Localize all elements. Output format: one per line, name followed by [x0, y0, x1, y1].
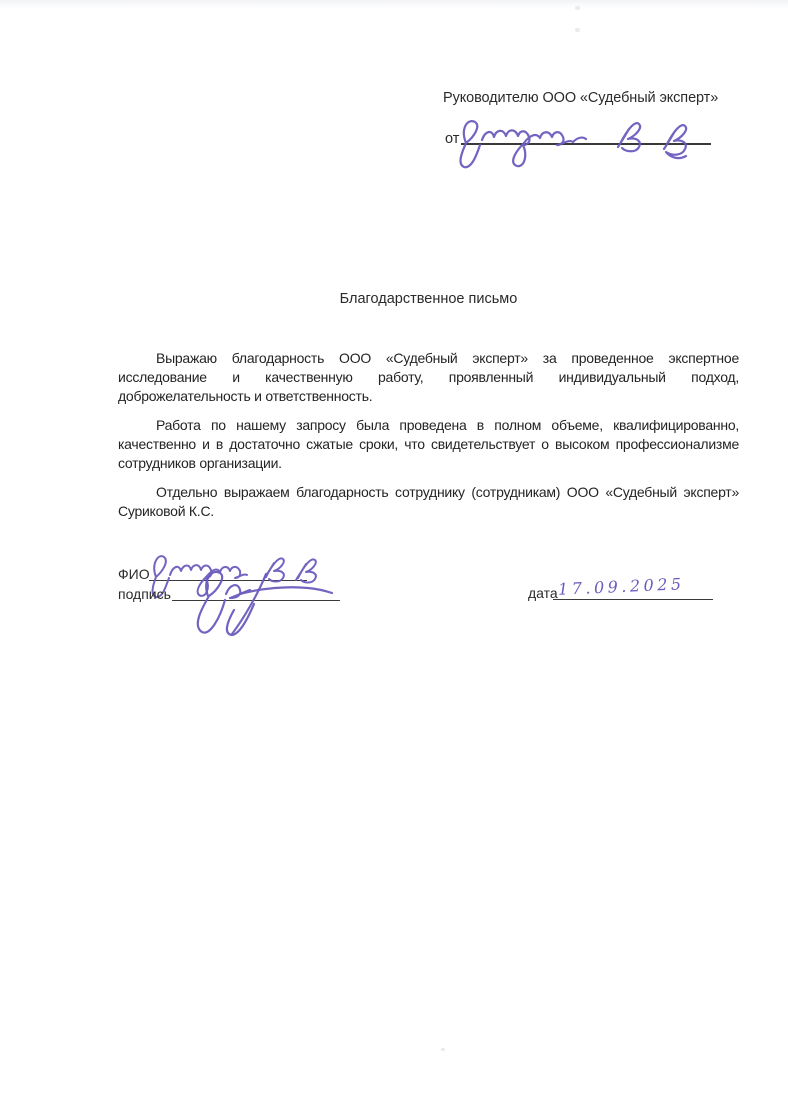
scan-edge-shade	[0, 0, 788, 8]
paragraph-work-quality: Работа по нашему запросу была проведена в полном объеме, квалифицированно, качественно и в достаточно сжатые сроки, что свидетельствует о высоком профессионализме сотрудников организации.	[118, 417, 739, 471]
letter-body	[118, 349, 739, 531]
recipient-line: Руководителю ООО «Судебный эксперт»	[443, 90, 719, 106]
handwritten-from-name	[452, 116, 714, 174]
scan-speck	[575, 6, 580, 10]
date-label: дата	[528, 585, 558, 601]
handwritten-date: 17.09.2025	[557, 574, 685, 599]
document-title: Благодарственное письмо	[339, 291, 518, 307]
scan-speck	[575, 28, 580, 32]
paragraph-gratitude: Выражаю благодарность ООО «Судебный эксперт» за проведенное экспертное исследование и качественную работу, проявленный индивидуальный подход, доброжелательность и ответственность.	[118, 350, 739, 404]
date-underline	[553, 599, 713, 600]
paragraph-employee-thanks: Отдельно выражаем благодарность сотруднику (сотрудникам) ООО «Судебный эксперт» Суриковой К.С.	[118, 484, 739, 519]
handwritten-signature	[178, 566, 368, 640]
fio-label: ФИО	[118, 566, 150, 582]
from-label: от	[445, 131, 460, 147]
scan-speck	[441, 1048, 445, 1051]
signature-label: подпись	[118, 586, 171, 602]
